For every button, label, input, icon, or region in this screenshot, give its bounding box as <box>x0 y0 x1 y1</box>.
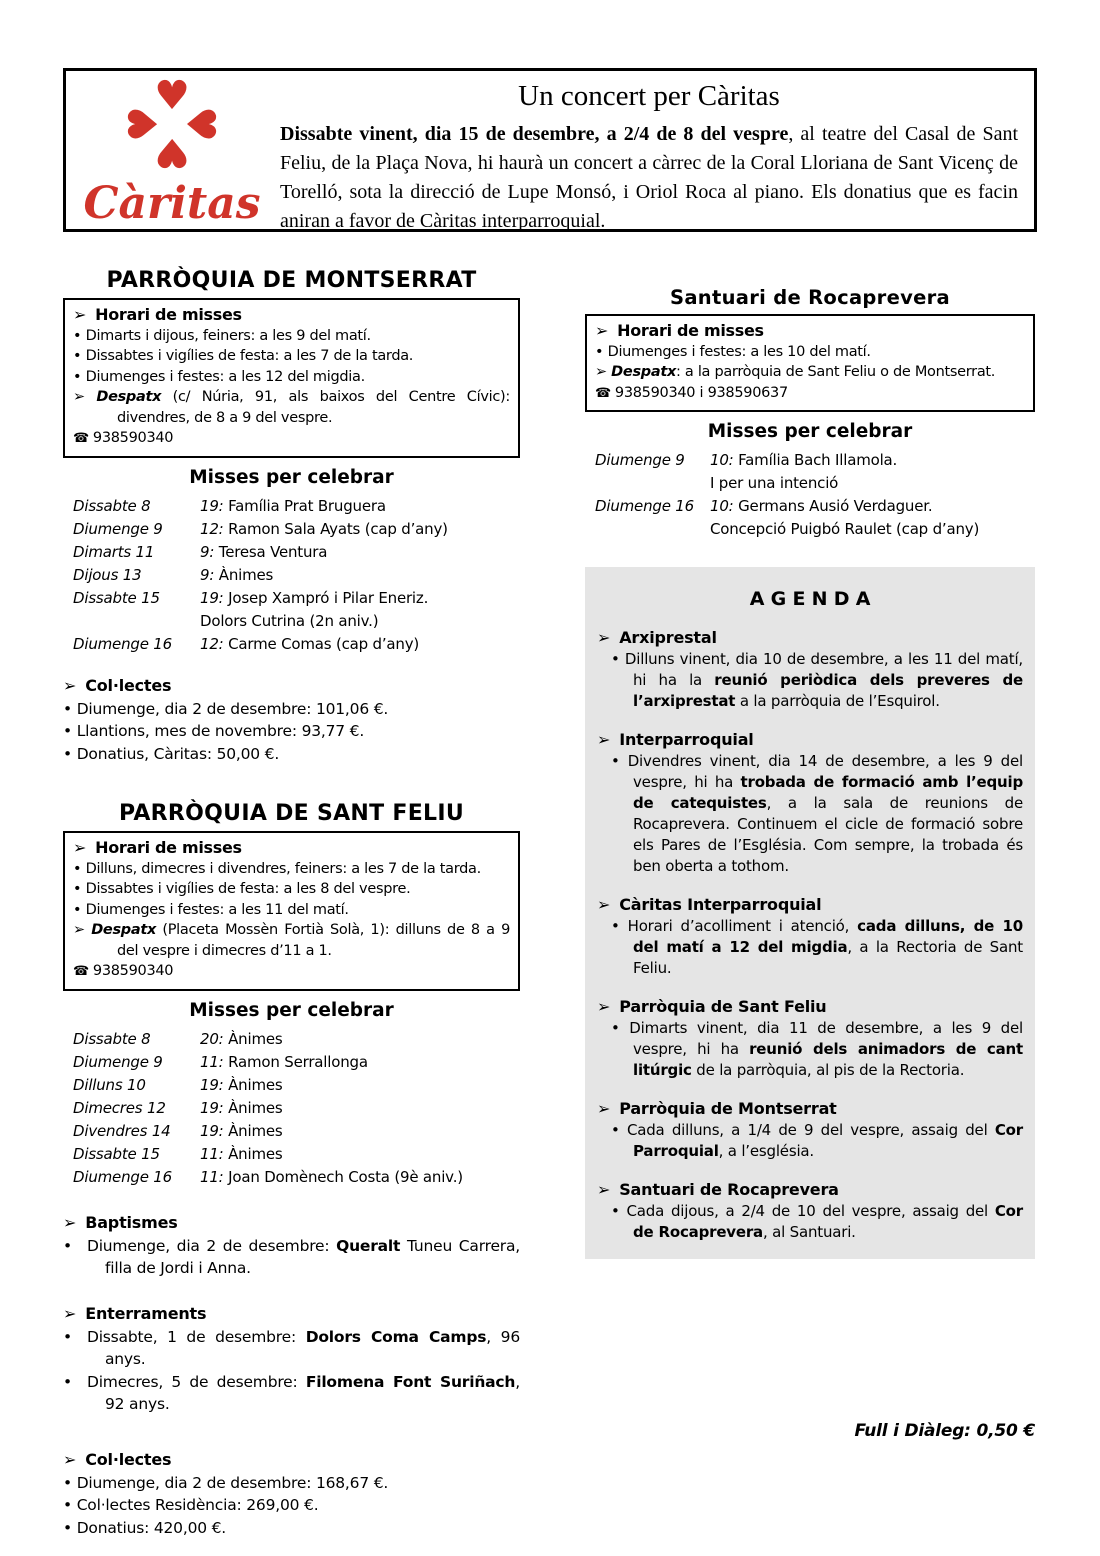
agenda-section-heading <box>597 894 1023 915</box>
despatx-text: (c/ Núria, 91, als baixos del Centre Cívic): divendres, de 8 a 9 del vespre. <box>117 389 510 426</box>
baptisme-text: Diumenge, dia 2 de desembre: <box>86 1236 337 1255</box>
agenda-text: , al Santuari. <box>762 1223 856 1241</box>
agenda-heading-label: Santuari de Rocaprevera <box>619 1180 839 1199</box>
collecta-text: Llantions, mes de novembre: 93,77 €. <box>76 722 365 740</box>
collecta-text: Donatius, Càritas: 50,00 €. <box>76 744 280 763</box>
horari-item <box>73 326 510 347</box>
bullet-icon: • <box>611 650 620 668</box>
misses-heading: Misses per celebrar <box>189 466 394 488</box>
mass-day: Divendres 14 <box>73 1121 171 1140</box>
mass-time: 10: <box>710 451 734 469</box>
horari-heading-label: Horari de misses <box>95 838 242 857</box>
mass-intention: Joan Domènech Costa (9è aniv.) <box>228 1167 463 1186</box>
agenda-section-arxiprestal <box>597 627 1023 712</box>
bullet-icon: • <box>73 368 82 385</box>
collecta-text: Donatius: 420,00 €. <box>76 1518 227 1537</box>
horari-item <box>73 367 510 388</box>
enterrament-text: Dimecres, 5 de desembre: <box>86 1372 306 1391</box>
phone-icon: ☎ <box>73 431 89 446</box>
mass-row <box>73 1120 520 1143</box>
mass-intention-line2: Dolors Cutrina (2n aniv.) <box>200 611 379 630</box>
mass-row <box>73 1074 520 1097</box>
despatx-text: : a la parròquia de Sant Feliu o de Montserrat. <box>676 364 996 380</box>
horari-item <box>73 900 510 921</box>
mass-intention-line2: Concepció Puigbó Raulet (cap d’any) <box>710 520 980 538</box>
agenda-heading-label: Parròquia de Montserrat <box>619 1099 837 1118</box>
mass-row <box>73 564 520 587</box>
collecta-item <box>63 1517 520 1540</box>
baptismes-heading <box>63 1213 520 1232</box>
phone-line <box>73 428 510 450</box>
agenda-text-bold: Cor de Rocaprevera <box>633 1202 1023 1241</box>
phone-icon: ☎ <box>595 385 611 401</box>
enterrament-name: Filomena Font Suriñach <box>305 1372 516 1391</box>
agenda-text: Divendres vinent, dia 14 de desembre, a les 9 del vespre, hi ha <box>627 752 1024 791</box>
agenda-text: de la parròquia, al pis de la Rectoria. <box>691 1061 965 1079</box>
arrow-bullet-icon: ➢ <box>597 1180 611 1199</box>
enterrament-text: Dissabte, 1 de desembre: <box>86 1327 306 1346</box>
bullet-icon: • <box>73 901 82 918</box>
mass-time: 20: <box>200 1029 224 1048</box>
collecta-item <box>63 720 520 743</box>
mass-time: 9: <box>200 542 215 561</box>
collecta-text: Diumenge, dia 2 de desembre: 168,67 €. <box>76 1473 389 1492</box>
montserrat-title: PARRÒQUIA DE MONTSERRAT <box>106 268 477 293</box>
despatx-line <box>73 387 510 428</box>
arrow-bullet-icon: ➢ <box>63 1449 77 1469</box>
mass-time: 19: <box>200 1121 224 1140</box>
mass-row <box>73 633 520 656</box>
caritas-logo <box>66 71 278 229</box>
heart-icon: ♥ <box>154 129 190 175</box>
mass-row <box>73 518 520 541</box>
bullet-icon: • <box>63 1372 72 1391</box>
horari-item-text: Dimarts i dijous, feiners: a les 9 del matí. <box>85 327 371 344</box>
mass-intention: Família Prat Bruguera <box>228 496 386 515</box>
mass-intention: Ànimes <box>228 1098 283 1117</box>
phone-line <box>73 961 510 983</box>
agenda-section-heading <box>597 627 1023 648</box>
collecta-item <box>63 1472 520 1495</box>
horari-item <box>595 342 1025 363</box>
collectes-heading <box>63 1450 520 1469</box>
mass-time: 9: <box>200 565 215 584</box>
misses-heading: Misses per celebrar <box>707 421 913 442</box>
horari-item-text: Diumenges i festes: a les 10 del matí. <box>607 343 871 360</box>
mass-day: Diumenge 9 <box>73 1052 163 1071</box>
collecta-item <box>63 1494 520 1517</box>
header-announcement-box <box>63 68 1037 232</box>
mass-time: 19: <box>200 496 224 515</box>
despatx-line <box>595 362 1025 383</box>
concert-announcement-rest: , al teatre del Casal de Sant Feliu, de la Plaça Nova, hi haurà un concert a càrrec de la Coral Lloriana de Sant Vicenç de Torelló, sota la direcció de Lupe Monsó, i Oriol Roca al piano. Els donatius que es facin aniran a favor de Càritas interparroquial. <box>280 123 1019 232</box>
mass-time: 19: <box>200 588 224 607</box>
horari-heading <box>73 305 510 326</box>
mass-row <box>73 587 520 633</box>
mass-intention: Carme Comas (cap d’any) <box>228 634 420 653</box>
mass-intention: Germans Ausió Verdaguer. <box>738 497 933 515</box>
mass-time: 12: <box>200 634 224 653</box>
agenda-item <box>597 1201 1023 1243</box>
arrow-bullet-icon: ➢ <box>73 838 87 857</box>
santfeliu-misses-list <box>73 1028 520 1189</box>
agenda-text: Cada dilluns, a 1/4 de 9 del vespre, assaig del <box>626 1121 995 1139</box>
horari-heading-label: Horari de misses <box>95 305 242 324</box>
bullet-icon: • <box>73 327 82 344</box>
enterrament-item <box>63 1371 520 1416</box>
enterraments-section <box>63 1304 520 1416</box>
arrow-bullet-icon: ➢ <box>597 997 611 1016</box>
arrow-bullet-icon: ➢ <box>73 389 85 405</box>
agenda-text-bold: reunió dels animadors de cant litúrgic <box>633 1040 1023 1079</box>
collecta-text: Col·lectes Residència: 269,00 €. <box>76 1496 319 1514</box>
concert-announcement <box>280 120 1018 236</box>
heart-icon: ♥ <box>177 106 223 142</box>
agenda-text: Horari d’acolliment i atenció, <box>627 917 858 935</box>
mass-row <box>73 495 520 518</box>
mass-time: 11: <box>200 1144 224 1163</box>
bullet-icon: • <box>73 348 82 364</box>
mass-intention: Ànimes <box>228 1075 283 1094</box>
agenda-heading-label: Arxiprestal <box>619 628 717 647</box>
bullet-icon: • <box>611 917 620 935</box>
agenda-section-heading <box>597 1179 1023 1200</box>
concert-announcement-bold: Dissabte vinent, dia 15 de desembre, a 2/4 de 8 del vespre <box>280 123 789 145</box>
mass-intention: Josep Xampró i Pilar Eneriz. <box>228 588 429 607</box>
bullet-icon: • <box>63 1327 72 1346</box>
despatx-text: (Placeta Mossèn Fortià Solà, 1): dilluns de 8 a 9 del vespre i dimecres d’11 a 1. <box>117 922 510 959</box>
baptisme-name: Queralt <box>336 1236 401 1255</box>
mass-time: 19: <box>200 1098 224 1117</box>
mass-day: Diumenge 9 <box>595 451 685 469</box>
enterrament-name: Dolors Coma Camps <box>305 1327 487 1346</box>
horari-item-text: Dissabtes i vigílies de festa: a les 8 del vespre. <box>85 881 411 897</box>
mass-day: Dimarts 11 <box>73 542 155 561</box>
concert-title: Un concert per Càritas <box>518 80 780 112</box>
despatx-label: Despatx <box>96 389 162 405</box>
agenda-text: a la parròquia de l’Esquirol. <box>735 692 940 710</box>
despatx-label: Despatx <box>611 364 677 380</box>
baptismes-section <box>63 1213 520 1280</box>
price-note: Full i Diàleg: 0,50 € <box>854 1421 1035 1441</box>
phone-icon: ☎ <box>73 964 89 979</box>
bullet-icon: • <box>611 752 620 770</box>
agenda-section-interparroquial <box>597 729 1023 877</box>
agenda-section-caritas <box>597 894 1023 979</box>
agenda-item <box>597 649 1023 712</box>
bullet-icon: • <box>63 1496 72 1514</box>
baptisme-item <box>63 1235 520 1280</box>
mass-intention-line2: I per una intenció <box>710 474 839 492</box>
santfeliu-horari-box <box>63 831 520 991</box>
baptisme-text: Tuneu Carrera, filla de Jordi i Anna. <box>105 1236 520 1277</box>
agenda-section-heading <box>597 729 1023 750</box>
agenda-text-bold: Cor Parroquial <box>633 1121 1023 1160</box>
mass-time: 11: <box>200 1052 224 1071</box>
mass-day: Dissabte 15 <box>73 1144 160 1163</box>
agenda-section-heading <box>597 1098 1023 1119</box>
mass-day: Dijous 13 <box>73 565 142 584</box>
heart-icon: ♥ <box>154 73 190 119</box>
agenda-section-montserrat <box>597 1098 1023 1162</box>
mass-day: Dissabte 8 <box>73 1029 151 1048</box>
arrow-bullet-icon: ➢ <box>597 895 611 914</box>
mass-time: 10: <box>710 497 734 515</box>
phone-number: 938590340 <box>92 963 174 979</box>
mass-row <box>73 1097 520 1120</box>
agenda-item <box>597 1018 1023 1081</box>
horari-heading-label: Horari de misses <box>617 321 764 340</box>
agenda-text: , a l’església. <box>718 1142 814 1160</box>
enterraments-heading-label: Enterraments <box>85 1303 207 1323</box>
baptismes-heading-label: Baptismes <box>85 1212 178 1232</box>
phone-number: 938590340 i 938590637 <box>614 384 788 401</box>
arrow-bullet-icon: ➢ <box>73 305 87 324</box>
enterrament-text: , 92 anys. <box>105 1372 520 1413</box>
misses-heading: Misses per celebrar <box>189 999 394 1021</box>
mass-row <box>595 449 1035 495</box>
horari-heading <box>73 838 510 859</box>
mass-intention: Teresa Ventura <box>218 542 328 561</box>
enterrament-text: , 96 anys. <box>105 1327 520 1368</box>
rocaprevera-title: Santuari de Rocaprevera <box>669 286 951 309</box>
bullet-icon: • <box>63 722 72 740</box>
bullet-icon: • <box>63 744 72 763</box>
collecta-text: Diumenge, dia 2 de desembre: 101,06 €. <box>76 699 389 718</box>
agenda-title: A G E N D A <box>749 588 871 610</box>
horari-item-text: Diumenges i festes: a les 11 del matí. <box>85 901 349 918</box>
arrow-bullet-icon: ➢ <box>595 364 607 380</box>
agenda-heading-label: Parròquia de Sant Feliu <box>619 997 827 1016</box>
horari-heading <box>595 321 1025 342</box>
horari-item <box>73 879 510 900</box>
horari-item-text: Diumenges i festes: a les 12 del migdia. <box>85 368 365 385</box>
rocaprevera-horari-box <box>585 314 1035 412</box>
despatx-line <box>73 920 510 961</box>
horari-item <box>73 859 510 880</box>
mass-row <box>73 541 520 564</box>
bullet-icon: • <box>73 881 82 897</box>
mass-day: Diumenge 9 <box>73 519 163 538</box>
agenda-text-bold: trobada de formació amb l’equip de catequistes <box>633 773 1023 812</box>
collecta-item <box>63 743 520 766</box>
agenda-panel <box>585 567 1035 1259</box>
mass-intention: Ànimes <box>228 1121 283 1140</box>
mass-time: 11: <box>200 1167 224 1186</box>
montserrat-collectes <box>63 676 520 766</box>
agenda-item <box>597 751 1023 877</box>
arrow-bullet-icon: ➢ <box>63 1303 77 1323</box>
despatx-label: Despatx <box>91 922 157 938</box>
mass-time: 12: <box>200 519 224 538</box>
santfeliu-collectes <box>63 1450 520 1540</box>
enterrament-item <box>63 1326 520 1371</box>
arrow-bullet-icon: ➢ <box>63 675 77 695</box>
mass-day: Dimecres 12 <box>73 1098 166 1117</box>
arrow-bullet-icon: ➢ <box>597 1099 611 1118</box>
phone-line <box>595 383 1025 405</box>
agenda-text: , a la Rectoria de Sant Feliu. <box>633 938 1023 977</box>
agenda-item <box>597 1120 1023 1162</box>
mass-row <box>73 1028 520 1051</box>
bullet-icon: • <box>63 1473 72 1492</box>
mass-row <box>73 1166 520 1189</box>
mass-intention: Ànimes <box>228 1144 283 1163</box>
agenda-section-santfeliu <box>597 996 1023 1081</box>
phone-number: 938590340 <box>92 430 174 446</box>
mass-intention: Ramon Serrallonga <box>228 1052 368 1071</box>
agenda-section-rocaprevera <box>597 1179 1023 1243</box>
collectes-heading <box>63 676 520 695</box>
right-column <box>585 286 1035 1259</box>
bullet-icon: • <box>611 1019 620 1037</box>
bullet-icon: • <box>63 1236 72 1255</box>
agenda-item <box>597 916 1023 979</box>
left-column <box>63 268 520 1539</box>
mass-intention: Família Bach Illamola. <box>738 451 898 469</box>
agenda-text-bold: cada dilluns, de 10 del matí a 12 del migdia <box>633 917 1024 956</box>
santfeliu-title: PARRÒQUIA DE SANT FELIU <box>118 801 465 826</box>
agenda-text: Dimarts vinent, dia 11 de desembre, a les 9 del vespre, hi ha <box>629 1019 1023 1058</box>
mass-day: Diumenge 16 <box>73 1167 172 1186</box>
arrow-bullet-icon: ➢ <box>63 1212 77 1232</box>
agenda-text: Dilluns vinent, dia 10 de desembre, a les 11 del matí, hi ha la <box>624 650 1023 689</box>
agenda-heading-label: Càritas Interparroquial <box>619 895 822 914</box>
mass-row <box>73 1051 520 1074</box>
agenda-text: Cada dijous, a 2/4 de 10 del vespre, assaig del <box>626 1202 995 1220</box>
mass-day: Dissabte 8 <box>73 496 151 515</box>
mass-row <box>595 495 1035 541</box>
bullet-icon: • <box>611 1202 620 1220</box>
mass-day: Diumenge 16 <box>73 634 172 653</box>
mass-day: Dilluns 10 <box>73 1075 146 1094</box>
bullet-icon: • <box>73 860 82 877</box>
mass-day: Diumenge 16 <box>595 497 694 515</box>
caritas-logo-text: Càritas <box>83 178 261 229</box>
mass-row <box>73 1143 520 1166</box>
bullet-icon: • <box>595 343 604 360</box>
mass-intention: Ramon Sala Ayats (cap d’any) <box>228 519 448 538</box>
rocaprevera-misses-list <box>595 449 1035 541</box>
header-content <box>278 71 1034 232</box>
horari-item-text: Dissabtes i vigílies de festa: a les 7 de la tarda. <box>85 348 414 364</box>
heart-icon: ♥ <box>121 106 167 142</box>
arrow-bullet-icon: ➢ <box>597 628 611 647</box>
montserrat-horari-box <box>63 298 520 458</box>
mass-intention: Ànimes <box>228 1029 283 1048</box>
montserrat-misses-list <box>73 495 520 656</box>
mass-day: Dissabte 15 <box>73 588 160 607</box>
arrow-bullet-icon: ➢ <box>597 730 611 749</box>
bullet-icon: • <box>63 1518 72 1537</box>
horari-item <box>73 346 510 367</box>
mass-intention: Ànimes <box>218 565 274 584</box>
mass-time: 19: <box>200 1075 224 1094</box>
agenda-section-heading <box>597 996 1023 1017</box>
horari-item-text: Dilluns, dimecres i divendres, feiners: a les 7 de la tarda. <box>85 860 481 877</box>
agenda-text-bold: reunió periòdica dels preveres de l’arxiprestat <box>633 671 1023 710</box>
collectes-heading-label: Col·lectes <box>85 675 172 695</box>
bullet-icon: • <box>63 699 72 718</box>
caritas-hearts-cross-icon <box>120 73 224 180</box>
bullet-icon: • <box>611 1121 620 1139</box>
agenda-heading-label: Interparroquial <box>619 730 754 749</box>
collectes-heading-label: Col·lectes <box>85 1449 172 1469</box>
agenda-text: , a la sala de reunions de Rocaprevera. Continuem el cicle de formació sobre els Pares de l’Església. Com sempre, la trobada és ben oberta a tothom. <box>633 794 1023 875</box>
arrow-bullet-icon: ➢ <box>595 321 609 340</box>
collecta-item <box>63 698 520 721</box>
enterraments-heading <box>63 1304 520 1323</box>
arrow-bullet-icon: ➢ <box>73 922 85 938</box>
